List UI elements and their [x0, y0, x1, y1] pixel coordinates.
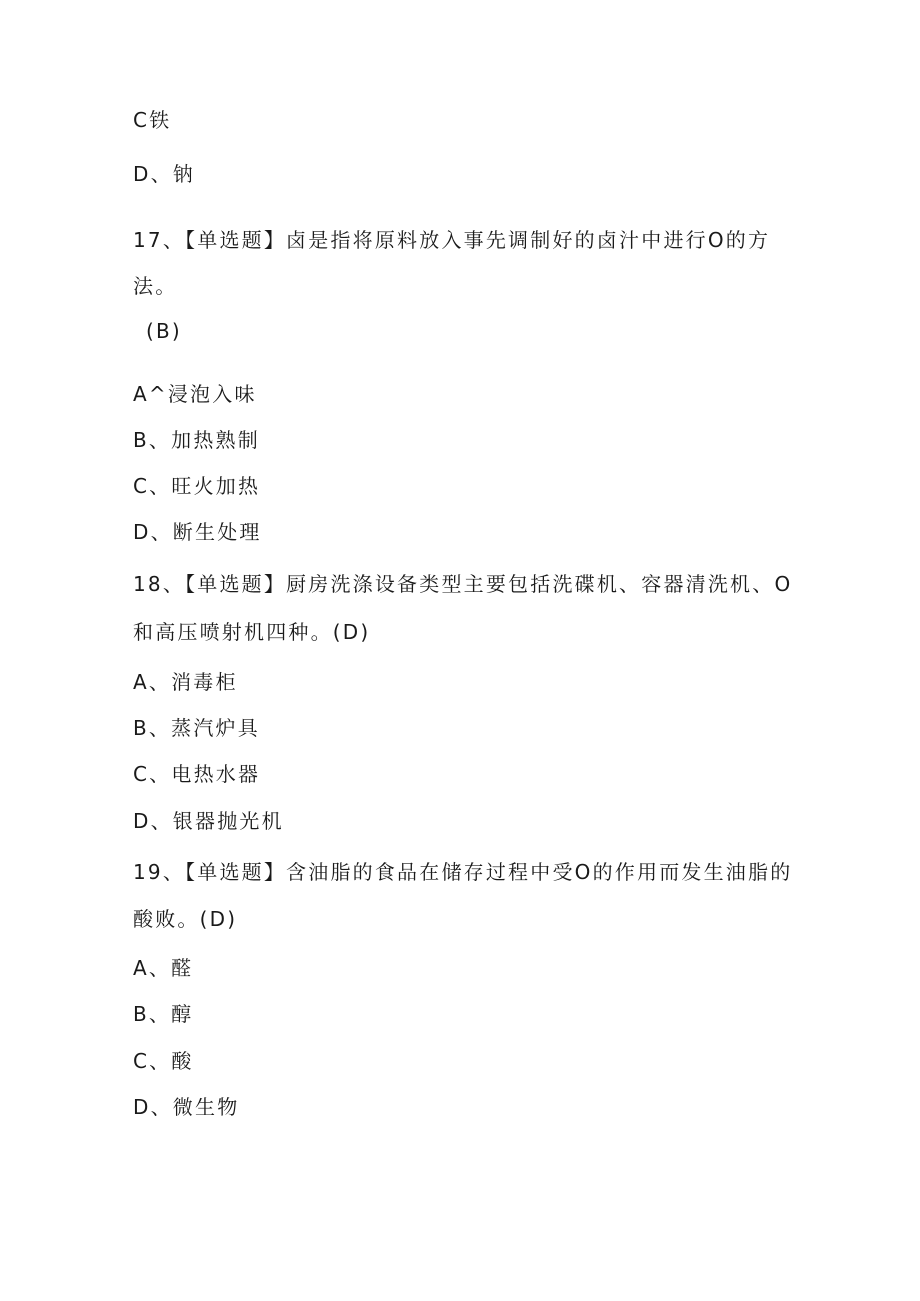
option-c-q17: C、旺火加热	[133, 474, 261, 498]
option-c-q18: C、电热水器	[133, 762, 261, 786]
option-b-q18: B、蒸汽炉具	[133, 716, 260, 740]
option-d-q18: D、银器抛光机	[133, 809, 284, 833]
option-d-q16: D、钠	[133, 162, 196, 186]
question-17-answer: (B)	[146, 319, 182, 343]
option-a-q19: A、醛	[133, 956, 194, 980]
option-d-q17: D、断生处理	[133, 520, 262, 544]
option-c-q19: C、酸	[133, 1049, 194, 1073]
option-d-q19: D、微生物	[133, 1095, 240, 1119]
option-a-q18: A、消毒柜	[133, 670, 238, 694]
question-19-line-1: 19、【单选题】含油脂的食品在储存过程中受O的作用而发生油脂的	[133, 860, 793, 884]
question-17-line-1: 17、【单选题】卤是指将原料放入事先调制好的卤汁中进行O的方	[133, 228, 771, 252]
option-b-q17: B、加热熟制	[133, 428, 260, 452]
option-b-q19: B、醇	[133, 1002, 194, 1026]
question-17-line-2: 法。	[133, 274, 178, 298]
question-18-line-2: 和高压喷射机四种。(D)	[133, 620, 371, 644]
question-19-line-2: 酸败。(D)	[133, 907, 238, 931]
option-c-q16: C铁	[133, 108, 172, 132]
question-18-line-1: 18、【单选题】厨房洗涤设备类型主要包括洗碟机、容器清洗机、O	[133, 572, 793, 596]
option-a-q17: A^浸泡入味	[133, 382, 257, 406]
